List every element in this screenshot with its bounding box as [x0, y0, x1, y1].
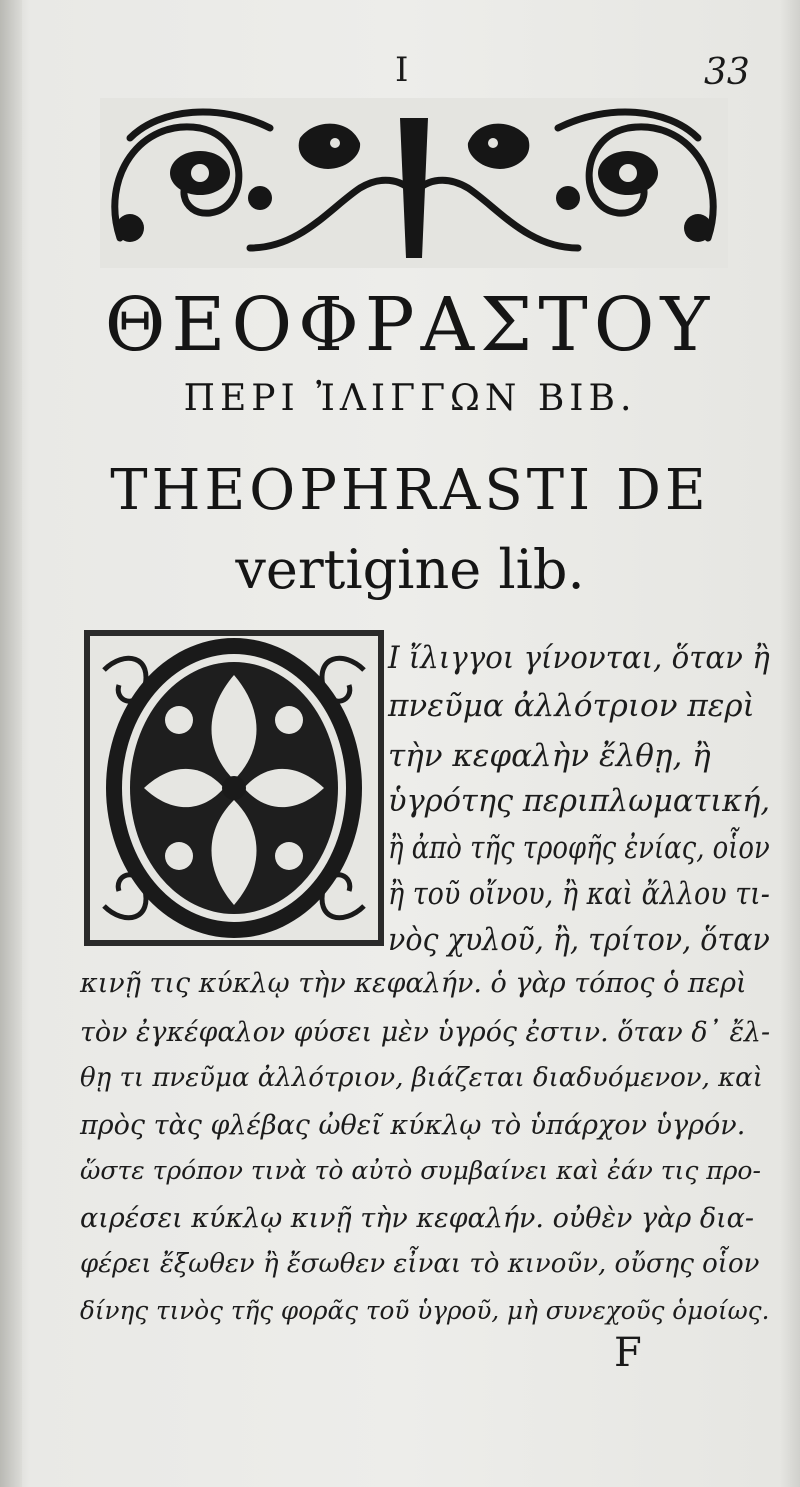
body-line: ὑγρότης περιπλωματική,: [388, 783, 771, 819]
signature-mark: I: [395, 50, 409, 90]
body-line: κινῇ τις κύκλῳ τὴν κεφαλήν. ὁ γὰρ τόπος ὁ περὶ: [80, 968, 747, 999]
binding-gutter: [0, 0, 22, 1487]
body-line: πνεῦμα ἀλλότριον περὶ: [388, 688, 755, 724]
initial-woodcut: [84, 630, 384, 946]
body-line: τὴν κεφαλὴν ἔλθῃ, ἢ: [388, 738, 711, 774]
body-line: ὥστε τρόπον τινὰ τὸ αὐτὸ συμβαίνει καὶ ἐάν τις προ-: [80, 1156, 761, 1185]
body-line: πρὸς τὰς φλέβας ὠθεῖ κύκλῳ τὸ ὑπάρχον ὑγρόν.: [80, 1110, 746, 1141]
greek-subtitle: ΠΕΡΙ ἸΛΙΓΓΩΝ ΒΙΒ.: [183, 378, 637, 419]
page-number: 33: [704, 52, 750, 93]
body-line: νὸς χυλοῦ, ἢ, τρίτον, ὅταν: [388, 922, 770, 958]
decorated-initial: [84, 630, 384, 946]
body-line: θῃ τι πνεῦμα ἀλλότριον, βιάζεται διαδυόμενον, καὶ: [80, 1063, 763, 1093]
body-line: δίνης τινὸς τῆς φορᾶς τοῦ ὑγροῦ, μὴ συνεχοῦς ὁμοίως.: [80, 1296, 770, 1325]
catchword: F: [614, 1330, 642, 1376]
body-line: αιρέσει κύκλῳ κινῇ τὴν κεφαλήν. οὐθὲν γὰρ δια-: [80, 1203, 755, 1234]
latin-subtitle: vertigine lib.: [235, 538, 585, 601]
body-line: ἢ τοῦ οἴνου, ἢ καὶ ἄλλου τι-: [388, 876, 770, 912]
latin-title: THEOPHRASTI DE: [110, 458, 710, 523]
greek-title: ΘΕΟΦΡΑΣΤΟΥ: [104, 282, 716, 368]
body-line: ἢ ἀπὸ τῆς τροφῆς ἐνίας, οἷον: [388, 830, 770, 866]
body-line: φέρει ἔξωθεν ἢ ἔσωθεν εἶναι τὸ κινοῦν, οὔσης οἷον: [80, 1249, 760, 1279]
body-line: τὸν ἐγκέφαλον φύσει μὲν ὑγρός ἐστιν. ὅταν δ᾽ ἔλ-: [80, 1017, 771, 1048]
ornamental-headpiece: [100, 98, 728, 268]
body-line: Ι ἴλιγγοι γίνονται, ὅταν ἢ: [388, 640, 770, 676]
